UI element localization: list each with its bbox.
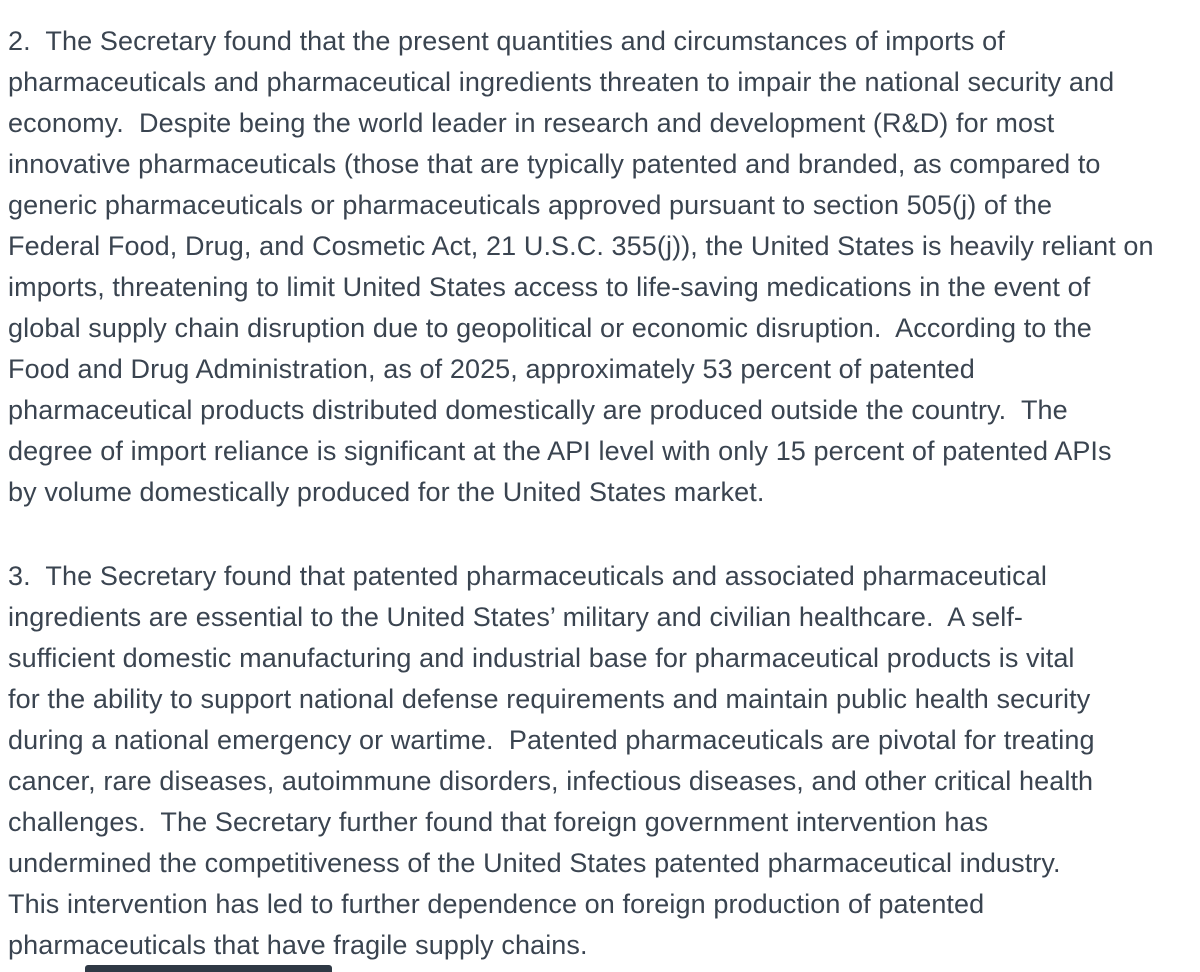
text-line: Food and Drug Administration, as of 2025, approximately 53 percent of patented [8,354,975,384]
text-line: challenges. The Secretary further found that foreign government intervention has [8,807,989,837]
document-text [8,21,1200,966]
text-line: global supply chain disruption due to geopolitical or economic disruption. According to the [8,313,1092,343]
text-line: innovative pharmaceuticals (those that are typically patented and branded, as compared to [8,149,1101,179]
text-line: economy. Despite being the world leader in research and development (R&D) for most [8,108,1055,138]
text-line: for the ability to support national defense requirements and maintain public health security [8,684,1091,714]
text-line: degree of import reliance is significant at the API level with only 15 percent of patented APIs [8,436,1112,466]
text-line: imports, threatening to limit United States access to life-saving medications in the event of [8,272,1091,302]
text-line: pharmaceuticals that have fragile supply chains. [8,930,588,960]
text-line: by volume domestically produced for the United States market. [8,477,765,507]
text-line: pharmaceutical products distributed domestically are produced outside the country. The [8,395,1068,425]
text-line: cancer, rare diseases, autoimmune disorders, infectious diseases, and other critical health [8,766,1094,796]
text-line: during a national emergency or wartime. Patented pharmaceuticals are pivotal for treating [8,725,1095,755]
text-line: undermined the competitiveness of the United States patented pharmaceutical industry. [8,848,1061,878]
text-line: 2. The Secretary found that the present quantities and circumstances of imports of [8,26,1005,56]
text-line: 3. The Secretary found that patented pharmaceuticals and associated pharmaceutical [8,561,1047,591]
paragraph [8,556,1200,966]
paragraph [8,21,1200,513]
text-line: ingredients are essential to the United States’ military and civilian healthcare. A self- [8,602,1024,632]
text-line: sufficient domestic manufacturing and industrial base for pharmaceutical products is vital [8,643,1075,673]
text-line: This intervention has led to further dependence on foreign production of patented [8,889,985,919]
bottom-partial-bar [85,965,332,972]
text-line: Federal Food, Drug, and Cosmetic Act, 21 U.S.C. 355(j)), the United States is heavily reliant on [8,231,1154,261]
text-line: pharmaceuticals and pharmaceutical ingredients threaten to impair the national security and [8,67,1115,97]
text-line: generic pharmaceuticals or pharmaceuticals approved pursuant to section 505(j) of the [8,190,1053,220]
